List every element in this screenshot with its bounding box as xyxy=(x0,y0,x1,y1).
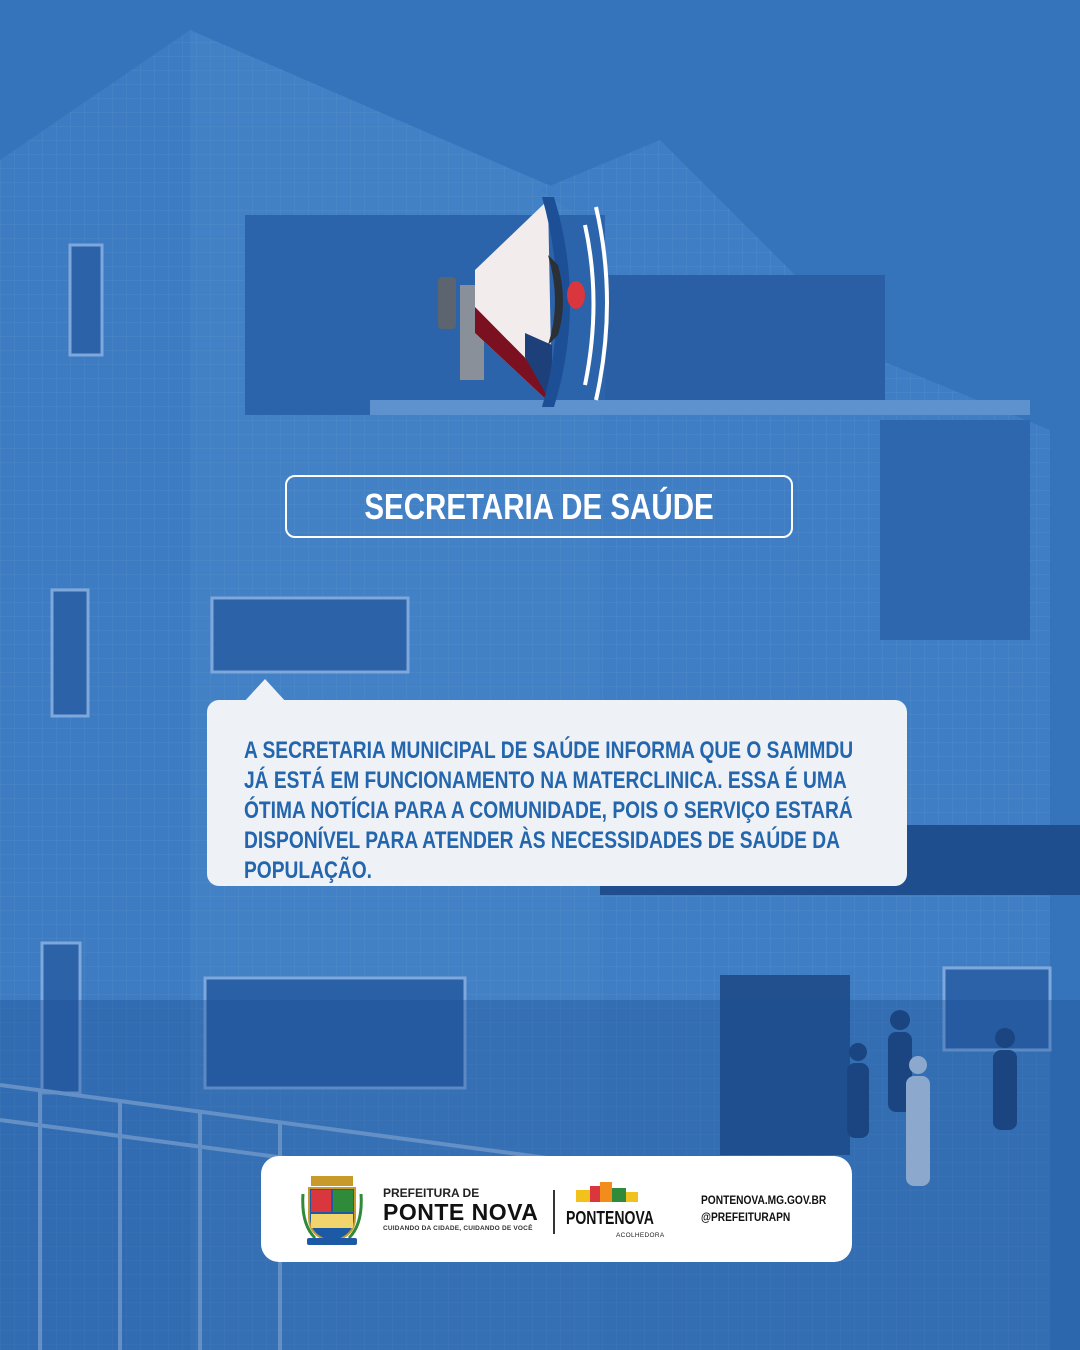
message-text: A SECRETARIA MUNICIPAL DE SAÚDE INFORMA QUE O SAMMDU JÁ ESTÁ EM FUNCIONAMENTO NA MATERCLINICA. ESSA É UMA ÓTIMA NOTÍCIA PARA A COMUNIDADE, POIS O SERVIÇO ESTARÁ DISPONÍVEL PARA ATENDER ÀS NECESSIDADES DE SAÚDE DA POPULAÇÃO. xyxy=(244,737,854,884)
brand-word: PONTENOVA xyxy=(566,1208,654,1228)
brand-sub: ACOLHEDORA xyxy=(616,1232,665,1239)
footer-bar xyxy=(261,1156,852,1262)
megaphone-icon xyxy=(430,185,620,420)
prefeitura-logo-text xyxy=(383,1186,538,1234)
message-bubble xyxy=(207,700,907,886)
ponte-nova-acolhedora-logo xyxy=(566,1182,665,1246)
colorful-blocks-icon xyxy=(576,1182,646,1208)
footer-divider xyxy=(553,1190,555,1234)
contact-info xyxy=(701,1192,826,1226)
prefeitura-label: PREFEITURA DE xyxy=(383,1186,480,1200)
city-name: PONTE NOVA xyxy=(383,1199,539,1225)
coat-of-arms-icon xyxy=(301,1174,363,1246)
title-box xyxy=(285,475,793,538)
website-link[interactable]: PONTENOVA.MG.GOV.BR xyxy=(701,1193,827,1207)
page-title: SECRETARIA DE SAÚDE xyxy=(364,485,714,527)
social-handle[interactable]: @PREFEITURAPN xyxy=(701,1210,791,1224)
slogan: CUIDANDO DA CIDADE, CUIDANDO DE VOCÊ xyxy=(383,1225,533,1232)
